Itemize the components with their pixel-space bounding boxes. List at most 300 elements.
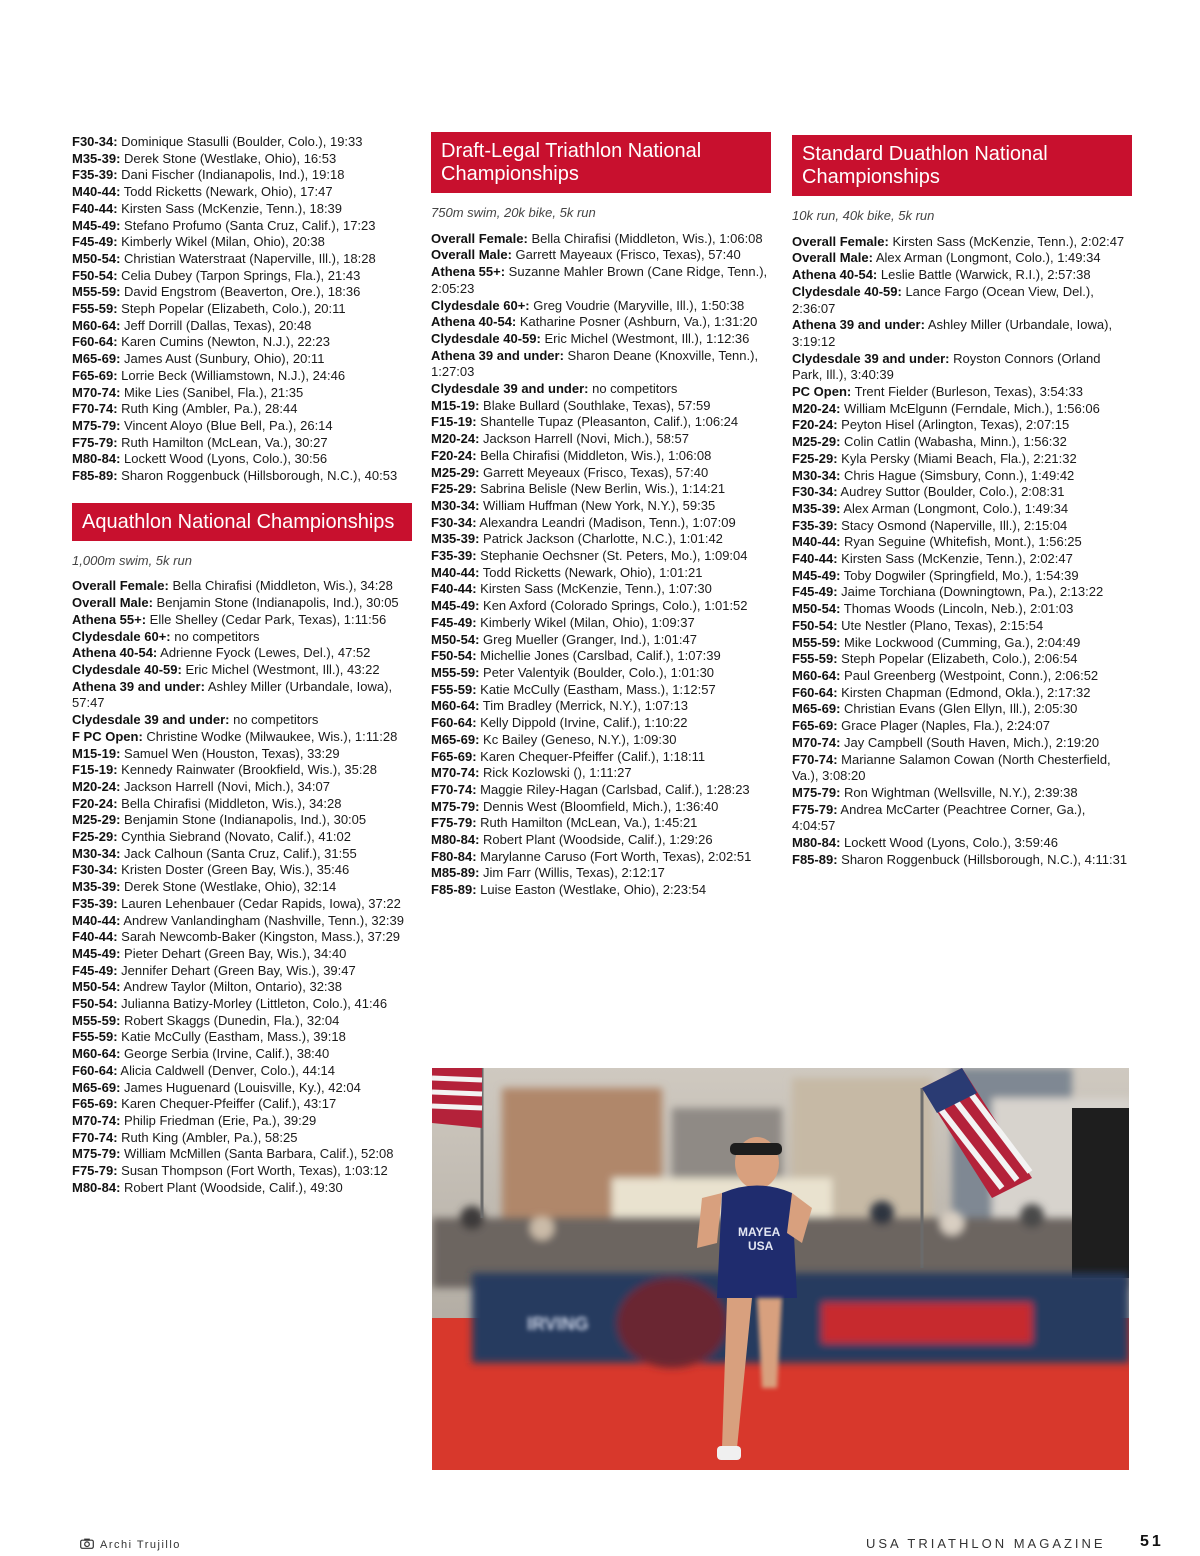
result-text: Eric Michel (Westmont, Ill.), 1:12:36 — [540, 330, 750, 346]
result-text: Pieter Dehart (Green Bay, Wis.), 34:40 — [120, 945, 347, 961]
result-text: Trent Fielder (Burleson, Texas), 3:54:33 — [851, 384, 1083, 400]
result-text: Steph Popelar (Elizabeth, Colo.), 20:11 — [117, 301, 346, 317]
result-text: Christian Waterstraat (Naperville, Ill.), 18:28 — [120, 250, 376, 266]
result-text: Christine Wodke (Milwaukee, Wis.), 1:11:28 — [142, 728, 398, 744]
division-label: M15-19: — [431, 397, 480, 413]
result-text: Todd Ricketts (Newark, Ohio), 17:47 — [120, 184, 333, 200]
result-entry — [72, 996, 412, 1013]
division-label: M15-19: — [72, 745, 121, 761]
result-entry — [792, 584, 1132, 601]
division-label: M45-49: — [431, 598, 480, 614]
division-label: F75-79: — [792, 801, 838, 817]
result-text: Stephanie Oechsner (St. Peters, Mo.), 1:09:04 — [476, 548, 748, 564]
result-text: Andrew Taylor (Milton, Ontario), 32:38 — [120, 979, 343, 995]
result-text: Toby Dogwiler (Springfield, Mo.), 1:54:39 — [840, 567, 1079, 583]
division-label: M65-69: — [72, 1079, 121, 1095]
result-entry — [431, 815, 771, 832]
division-label: M65-69: — [792, 701, 841, 717]
result-entry — [72, 1146, 412, 1163]
result-text: Maggie Riley-Hagan (Carlsbad, Calif.), 1:28:23 — [476, 781, 750, 797]
division-label: M35-39: — [431, 531, 480, 547]
result-text: Susan Thompson (Fort Worth, Texas), 1:03:12 — [117, 1163, 388, 1179]
division-label: M70-74: — [72, 1112, 121, 1128]
result-text: Andrea McCarter (Peachtree Corner, Ga.), 4:04:57 — [792, 801, 1086, 834]
result-entry — [431, 882, 771, 899]
result-entry — [792, 785, 1132, 802]
result-text: Rick Kozlowski (), 1:11:27 — [479, 765, 632, 781]
result-entry — [72, 662, 412, 679]
division-label: F70-74: — [72, 1129, 118, 1145]
result-entry — [431, 548, 771, 565]
result-text: Garrett Mayeaux (Frisco, Texas), 57:40 — [511, 247, 741, 263]
result-entry — [431, 381, 771, 398]
division-label: M45-49: — [72, 217, 121, 233]
division-label: F20-24: — [792, 417, 838, 433]
division-label: F60-64: — [72, 1062, 118, 1078]
division-label: F20-24: — [431, 447, 477, 463]
result-text: Alexandra Leandri (Madison, Tenn.), 1:07:09 — [476, 514, 736, 530]
result-text: Sharon Roggenbuck (Hillsborough, N.C.), 40:53 — [117, 468, 398, 484]
result-entry — [792, 317, 1132, 350]
division-label: F80-84: — [431, 848, 477, 864]
result-entry — [431, 782, 771, 799]
result-text: Dani Fischer (Indianapolis, Ind.), 19:18 — [117, 167, 345, 183]
result-text: no competitors — [229, 712, 319, 728]
result-entry — [72, 896, 412, 913]
result-entry — [431, 481, 771, 498]
division-label: M25-29: — [431, 464, 480, 480]
result-text: Ruth King (Ambler, Pa.), 58:25 — [117, 1129, 298, 1145]
result-entry — [431, 531, 771, 548]
result-text: George Serbia (Irvine, Calif.), 38:40 — [120, 1046, 330, 1062]
result-entry — [431, 581, 771, 598]
result-entry — [792, 267, 1132, 284]
result-text: Kirsten Sass (McKenzie, Tenn.), 1:07:30 — [476, 581, 712, 597]
result-text: Garrett Meyeaux (Frisco, Texas), 57:40 — [479, 464, 709, 480]
division-label: F50-54: — [431, 648, 477, 664]
result-entry — [792, 852, 1132, 869]
division-label: Clydesdale 60+: — [431, 297, 530, 313]
division-label: M75-79: — [792, 784, 841, 800]
division-label: Clydesdale 39 and under: — [72, 712, 230, 728]
result-entry — [792, 401, 1132, 418]
result-text: Christian Evans (Glen Ellyn, Ill.), 2:05:30 — [840, 701, 1078, 717]
result-entry — [792, 568, 1132, 585]
division-label: M30-34: — [792, 467, 841, 483]
result-entry — [792, 468, 1132, 485]
division-label: M60-64: — [792, 667, 841, 683]
magazine-name: USA TRIATHLON MAGAZINE — [866, 1536, 1106, 1551]
result-text: Kennedy Rainwater (Brookfield, Wis.), 35:28 — [117, 762, 377, 778]
result-text: Bella Chirafisi (Middleton, Wis.), 1:06:08 — [527, 230, 763, 246]
result-text: Philip Friedman (Erie, Pa.), 39:29 — [120, 1112, 317, 1128]
result-entry — [792, 518, 1132, 535]
division-label: Athena 39 and under: — [72, 678, 205, 694]
division-label: F85-89: — [431, 882, 477, 898]
result-text: Lance Fargo (Ocean View, Del.), 2:36:07 — [792, 283, 1094, 316]
result-text: Marylanne Caruso (Fort Worth, Texas), 2:02:51 — [476, 848, 752, 864]
result-text: Adrienne Fyock (Lewes, Del.), 47:52 — [157, 645, 371, 661]
result-text: Jackson Harrell (Novi, Mich.), 34:07 — [120, 778, 330, 794]
division-label: M50-54: — [792, 601, 841, 617]
result-text: Ruth King (Ambler, Pa.), 28:44 — [117, 401, 298, 417]
result-text: Derek Stone (Westlake, Ohio), 16:53 — [120, 150, 337, 166]
division-label: M35-39: — [72, 879, 121, 895]
result-entry — [792, 685, 1132, 702]
result-entry — [72, 862, 412, 879]
division-label: Overall Male: — [792, 250, 873, 266]
result-entry — [792, 718, 1132, 735]
result-entry — [72, 134, 412, 151]
result-text: Lorrie Beck (Williamstown, N.J.), 24:46 — [117, 367, 346, 383]
result-text: Julianna Batizy-Morley (Littleton, Colo.), 41:46 — [117, 996, 388, 1012]
result-text: Ruth Hamilton (McLean, Va.), 30:27 — [117, 434, 328, 450]
result-entry — [72, 796, 412, 813]
result-entry — [792, 802, 1132, 835]
result-entry — [431, 715, 771, 732]
result-text: Ryan Seguine (Whitefish, Mont.), 1:56:25 — [840, 534, 1082, 550]
result-entry — [72, 151, 412, 168]
result-entry — [792, 601, 1132, 618]
result-entry — [72, 251, 412, 268]
result-entry — [792, 551, 1132, 568]
result-entry — [72, 234, 412, 251]
result-text: Sarah Newcomb-Baker (Kingston, Mass.), 37:29 — [117, 929, 401, 945]
result-entry — [72, 318, 412, 335]
result-text: Ute Nestler (Plano, Texas), 2:15:54 — [837, 617, 1044, 633]
result-entry — [431, 799, 771, 816]
division-label: Athena 40-54: — [431, 314, 517, 330]
division-label: Clydesdale 60+: — [72, 628, 171, 644]
division-label: M70-74: — [792, 734, 841, 750]
division-label: M40-44: — [72, 912, 121, 928]
division-label: F55-59: — [431, 681, 477, 697]
result-entry — [792, 250, 1132, 267]
result-entry — [792, 618, 1132, 635]
result-text: Derek Stone (Westlake, Ohio), 32:14 — [120, 879, 337, 895]
division-label: F40-44: — [72, 929, 118, 945]
result-text: Marianne Salamon Cowan (North Chesterfield, Va.), 3:08:20 — [792, 751, 1111, 784]
finish-line-photo-illustration — [432, 1068, 1129, 1470]
division-label: M80-84: — [431, 832, 480, 848]
result-text: Lauren Lehenbauer (Cedar Rapids, Iowa), 37:22 — [117, 895, 401, 911]
division-label: F65-69: — [792, 718, 838, 734]
result-entry — [72, 401, 412, 418]
result-entry — [72, 468, 412, 485]
division-label: M30-34: — [431, 497, 480, 513]
result-text: Kirsten Sass (McKenzie, Tenn.), 18:39 — [117, 200, 343, 216]
division-label: M70-74: — [72, 384, 121, 400]
result-entry — [431, 665, 771, 682]
result-text: Kristen Doster (Green Bay, Wis.), 35:46 — [117, 862, 350, 878]
division-label: F70-74: — [792, 751, 838, 767]
result-text: Alicia Caldwell (Denver, Colo.), 44:14 — [117, 1062, 336, 1078]
result-entry — [72, 979, 412, 996]
result-entry — [792, 351, 1132, 384]
result-entry — [72, 1096, 412, 1113]
result-text: Bella Chirafisi (Middleton, Wis.), 34:28 — [168, 578, 393, 594]
division-label: F65-69: — [72, 1096, 118, 1112]
result-text: Benjamin Stone (Indianapolis, Ind.), 30:05 — [120, 812, 367, 828]
result-entry — [431, 414, 771, 431]
division-label: M40-44: — [431, 564, 480, 580]
result-text: Alex Arman (Longmont, Colo.), 1:49:34 — [872, 250, 1101, 266]
division-label: Athena 55+: — [72, 611, 147, 627]
result-entry — [792, 635, 1132, 652]
result-text: Chris Hague (Simsbury, Conn.), 1:49:42 — [840, 467, 1075, 483]
result-text: no competitors — [588, 381, 678, 397]
result-entry — [431, 598, 771, 615]
result-entry — [72, 712, 412, 729]
division-label: F50-54: — [72, 267, 118, 283]
result-text: Luise Easton (Westlake, Ohio), 2:23:54 — [476, 882, 707, 898]
result-text: William McElgunn (Ferndale, Mich.), 1:56:06 — [840, 400, 1100, 416]
result-entry — [792, 284, 1132, 317]
division-label: F60-64: — [792, 684, 838, 700]
result-entry — [431, 682, 771, 699]
division-label: M65-69: — [72, 351, 121, 367]
result-text: Paul Greenberg (Westpoint, Conn.), 2:06:52 — [840, 667, 1099, 683]
result-text: Kimberly Wikel (Milan, Ohio), 20:38 — [117, 234, 325, 250]
result-text: Kimberly Wikel (Milan, Ohio), 1:09:37 — [476, 614, 695, 630]
result-text: Jackson Harrell (Novi, Mich.), 58:57 — [479, 431, 689, 447]
result-entry — [431, 231, 771, 248]
result-text: Dennis West (Bloomfield, Mich.), 1:36:40 — [479, 798, 719, 814]
result-entry — [72, 1063, 412, 1080]
division-label: Clydesdale 40-59: — [72, 661, 182, 677]
result-text: Andrew Vanlandingham (Nashville, Tenn.), 32:39 — [120, 912, 404, 928]
division-label: M70-74: — [431, 765, 480, 781]
result-entry — [431, 615, 771, 632]
draft-legal-distance: 750m swim, 20k bike, 5k run — [431, 205, 596, 220]
jersey-name: MAYEA — [738, 1225, 781, 1239]
division-label: F25-29: — [431, 481, 477, 497]
result-entry — [792, 417, 1132, 434]
division-label: F PC Open: — [72, 728, 143, 744]
result-text: Suzanne Mahler Brown (Cane Ridge, Tenn.), 2:05:23 — [431, 264, 768, 296]
division-label: M25-29: — [792, 434, 841, 450]
result-text: Lockett Wood (Lyons, Colo.), 3:59:46 — [840, 835, 1058, 851]
result-entry — [431, 749, 771, 766]
result-entry — [72, 1029, 412, 1046]
finish-gantry — [1072, 1108, 1129, 1278]
division-label: M30-34: — [72, 845, 121, 861]
result-entry — [431, 865, 771, 882]
result-entry — [792, 484, 1132, 501]
result-text: Lockett Wood (Lyons, Colo.), 30:56 — [120, 451, 328, 467]
result-text: Mike Lockwood (Cumming, Ga.), 2:04:49 — [840, 634, 1081, 650]
division-label: M20-24: — [431, 431, 480, 447]
division-label: F25-29: — [792, 450, 838, 466]
division-label: F30-34: — [792, 484, 838, 500]
division-label: F40-44: — [431, 581, 477, 597]
division-label: Clydesdale 40-59: — [431, 330, 541, 346]
division-label: M45-49: — [792, 567, 841, 583]
aquathlon-results-list — [72, 578, 412, 1196]
result-entry — [792, 534, 1132, 551]
result-text: James Aust (Sunbury, Ohio), 20:11 — [120, 351, 325, 367]
division-label: M80-84: — [792, 835, 841, 851]
result-entry — [431, 515, 771, 532]
result-text: Thomas Woods (Lincoln, Neb.), 2:01:03 — [840, 601, 1074, 617]
result-entry — [72, 418, 412, 435]
result-text: Samuel Wen (Houston, Texas), 33:29 — [120, 745, 340, 761]
division-label: F35-39: — [72, 167, 118, 183]
division-label: M75-79: — [72, 1146, 121, 1162]
result-text: Sabrina Belisle (New Berlin, Wis.), 1:14:21 — [476, 481, 726, 497]
result-text: Dominique Stasulli (Boulder, Colo.), 19:33 — [117, 134, 363, 149]
result-text: Eric Michel (Westmont, Ill.), 43:22 — [181, 661, 380, 677]
result-text: Ashley Miller (Urbandale, Iowa), 57:47 — [72, 678, 393, 711]
division-label: M40-44: — [792, 534, 841, 550]
division-label: F35-39: — [431, 548, 477, 564]
result-entry — [72, 301, 412, 318]
banner-text: IRVING — [527, 1314, 589, 1334]
division-label: F50-54: — [72, 996, 118, 1012]
result-entry — [72, 913, 412, 930]
division-label: F45-49: — [431, 614, 477, 630]
result-text: Ron Wightman (Wellsville, N.Y.), 2:39:38 — [840, 784, 1078, 800]
result-text: Sharon Roggenbuck (Hillsborough, N.C.), 4:11:31 — [837, 851, 1128, 867]
result-entry — [792, 835, 1132, 852]
division-label: F25-29: — [72, 829, 118, 845]
result-entry — [72, 762, 412, 779]
photo-credit — [80, 1538, 181, 1552]
result-entry — [72, 1130, 412, 1147]
result-entry — [72, 779, 412, 796]
division-label: F40-44: — [72, 200, 118, 216]
division-label: F75-79: — [72, 434, 118, 450]
division-label: F35-39: — [792, 517, 838, 533]
result-text: Michellie Jones (Carslbad, Calif.), 1:07:39 — [476, 648, 721, 664]
result-entry — [72, 385, 412, 402]
draft-legal-results-list — [431, 231, 771, 899]
result-entry — [431, 298, 771, 315]
division-label: Athena 40-54: — [72, 645, 158, 661]
result-text: Colin Catlin (Wabasha, Minn.), 1:56:32 — [840, 434, 1067, 450]
duathlon-results-list — [792, 234, 1132, 869]
result-entry — [431, 732, 771, 749]
result-entry — [72, 1113, 412, 1130]
result-text: William Huffman (New York, N.Y.), 59:35 — [479, 497, 716, 513]
result-text: Stacy Osmond (Naperville, Ill.), 2:15:04 — [837, 517, 1068, 533]
result-text: James Huguenard (Louisville, Ky.), 42:04 — [120, 1079, 361, 1095]
division-label: Athena 39 and under: — [431, 347, 564, 363]
result-entry — [431, 698, 771, 715]
result-entry — [431, 832, 771, 849]
result-entry — [72, 595, 412, 612]
draft-legal-section-header: Draft-Legal Triathlon National Championships — [431, 132, 771, 193]
result-text: Katie McCully (Eastham, Mass.), 1:12:57 — [476, 681, 716, 697]
results-column-2 — [431, 132, 771, 899]
result-entry — [72, 1180, 412, 1197]
camera-icon — [80, 1538, 94, 1552]
result-text: Bella Chirafisi (Middleton, Wis.), 34:28 — [117, 795, 342, 811]
result-entry — [72, 1080, 412, 1097]
page-number: 51 — [1140, 1533, 1164, 1550]
result-entry — [72, 812, 412, 829]
division-label: F45-49: — [72, 962, 118, 978]
result-text: Tim Bradley (Merrick, N.Y.), 1:07:13 — [479, 698, 688, 714]
result-text: Karen Chequer-Pfeiffer (Calif.), 1:18:11 — [476, 748, 706, 764]
result-entry — [792, 434, 1132, 451]
result-text: William McMillen (Santa Barbara, Calif.), 52:08 — [120, 1146, 394, 1162]
result-text: Benjamin Stone (Indianapolis, Ind.), 30:05 — [152, 595, 399, 611]
sprint-duathlon-continued-list — [72, 134, 412, 485]
result-text: Jay Campbell (South Haven, Mich.), 2:19:20 — [840, 734, 1100, 750]
result-text: Jim Farr (Willis, Texas), 2:12:17 — [479, 865, 665, 881]
result-text: Grace Plager (Naples, Fla.), 2:24:07 — [837, 718, 1050, 734]
division-label: M35-39: — [72, 150, 121, 166]
result-text: Elle Shelley (Cedar Park, Texas), 1:11:56 — [146, 611, 387, 627]
result-text: Greg Mueller (Granger, Ind.), 1:01:47 — [479, 631, 697, 647]
result-text: Ashley Miller (Urbandale, Iowa), 3:19:12 — [792, 317, 1113, 349]
result-text: Peter Valentyik (Boulder, Colo.), 1:01:30 — [479, 664, 715, 680]
division-label: Overall Female: — [431, 230, 528, 246]
result-entry — [72, 879, 412, 896]
result-entry — [72, 1046, 412, 1063]
result-text: Karen Cumins (Newton, N.J.), 22:23 — [117, 334, 330, 350]
division-label: M25-29: — [72, 812, 121, 828]
result-entry — [72, 578, 412, 595]
result-entry — [431, 632, 771, 649]
division-label: Clydesdale 40-59: — [792, 283, 902, 299]
result-entry — [792, 701, 1132, 718]
division-label: M20-24: — [792, 400, 841, 416]
result-entry — [431, 398, 771, 415]
result-text: Leslie Battle (Warwick, R.I.), 2:57:38 — [877, 267, 1091, 283]
division-label: F85-89: — [72, 468, 118, 484]
division-label: F65-69: — [72, 367, 118, 383]
result-entry — [72, 435, 412, 452]
result-text: Stefano Profumo (Santa Cruz, Calif.), 17:23 — [120, 217, 376, 233]
result-entry — [431, 348, 771, 381]
duathlon-section-header: Standard Duathlon National Championships — [792, 135, 1132, 196]
division-label: Clydesdale 39 and under: — [792, 350, 950, 366]
result-text: Katharine Posner (Ashburn, Va.), 1:31:20 — [516, 314, 758, 330]
division-label: F55-59: — [72, 301, 118, 317]
result-text: Royston Connors (Orland Park, Ill.), 3:40:39 — [792, 350, 1101, 383]
division-label: F65-69: — [431, 748, 477, 764]
result-text: Robert Plant (Woodside, Calif.), 1:29:26 — [479, 832, 713, 848]
division-label: F55-59: — [72, 1029, 118, 1045]
result-entry — [72, 167, 412, 184]
result-text: Kirsten Sass (McKenzie, Tenn.), 2:02:47 — [837, 551, 1073, 567]
division-label: M50-54: — [72, 250, 121, 266]
result-entry — [72, 334, 412, 351]
result-entry — [431, 431, 771, 448]
result-entry — [72, 846, 412, 863]
result-text: Jack Calhoun (Santa Cruz, Calif.), 31:55 — [120, 845, 357, 861]
result-text: David Engstrom (Beaverton, Ore.), 18:36 — [120, 284, 361, 300]
result-entry — [72, 451, 412, 468]
division-label: F15-19: — [72, 762, 118, 778]
result-entry — [431, 331, 771, 348]
result-entry — [431, 849, 771, 866]
result-text: Kyla Persky (Miami Beach, Fla.), 2:21:32 — [837, 450, 1077, 466]
result-text: Shantelle Tupaz (Pleasanton, Calif.), 1:06:24 — [476, 414, 739, 430]
division-label: Overall Female: — [792, 233, 889, 249]
division-label: M40-44: — [72, 184, 121, 200]
result-entry — [72, 1013, 412, 1030]
result-text: Patrick Jackson (Charlotte, N.C.), 1:01:42 — [479, 531, 723, 547]
division-label: F50-54: — [792, 617, 838, 633]
result-text: no competitors — [170, 628, 260, 644]
result-entry — [72, 612, 412, 629]
division-label: PC Open: — [792, 384, 852, 400]
result-text: Audrey Suttor (Boulder, Colo.), 2:08:31 — [837, 484, 1065, 500]
division-label: F60-64: — [72, 334, 118, 350]
